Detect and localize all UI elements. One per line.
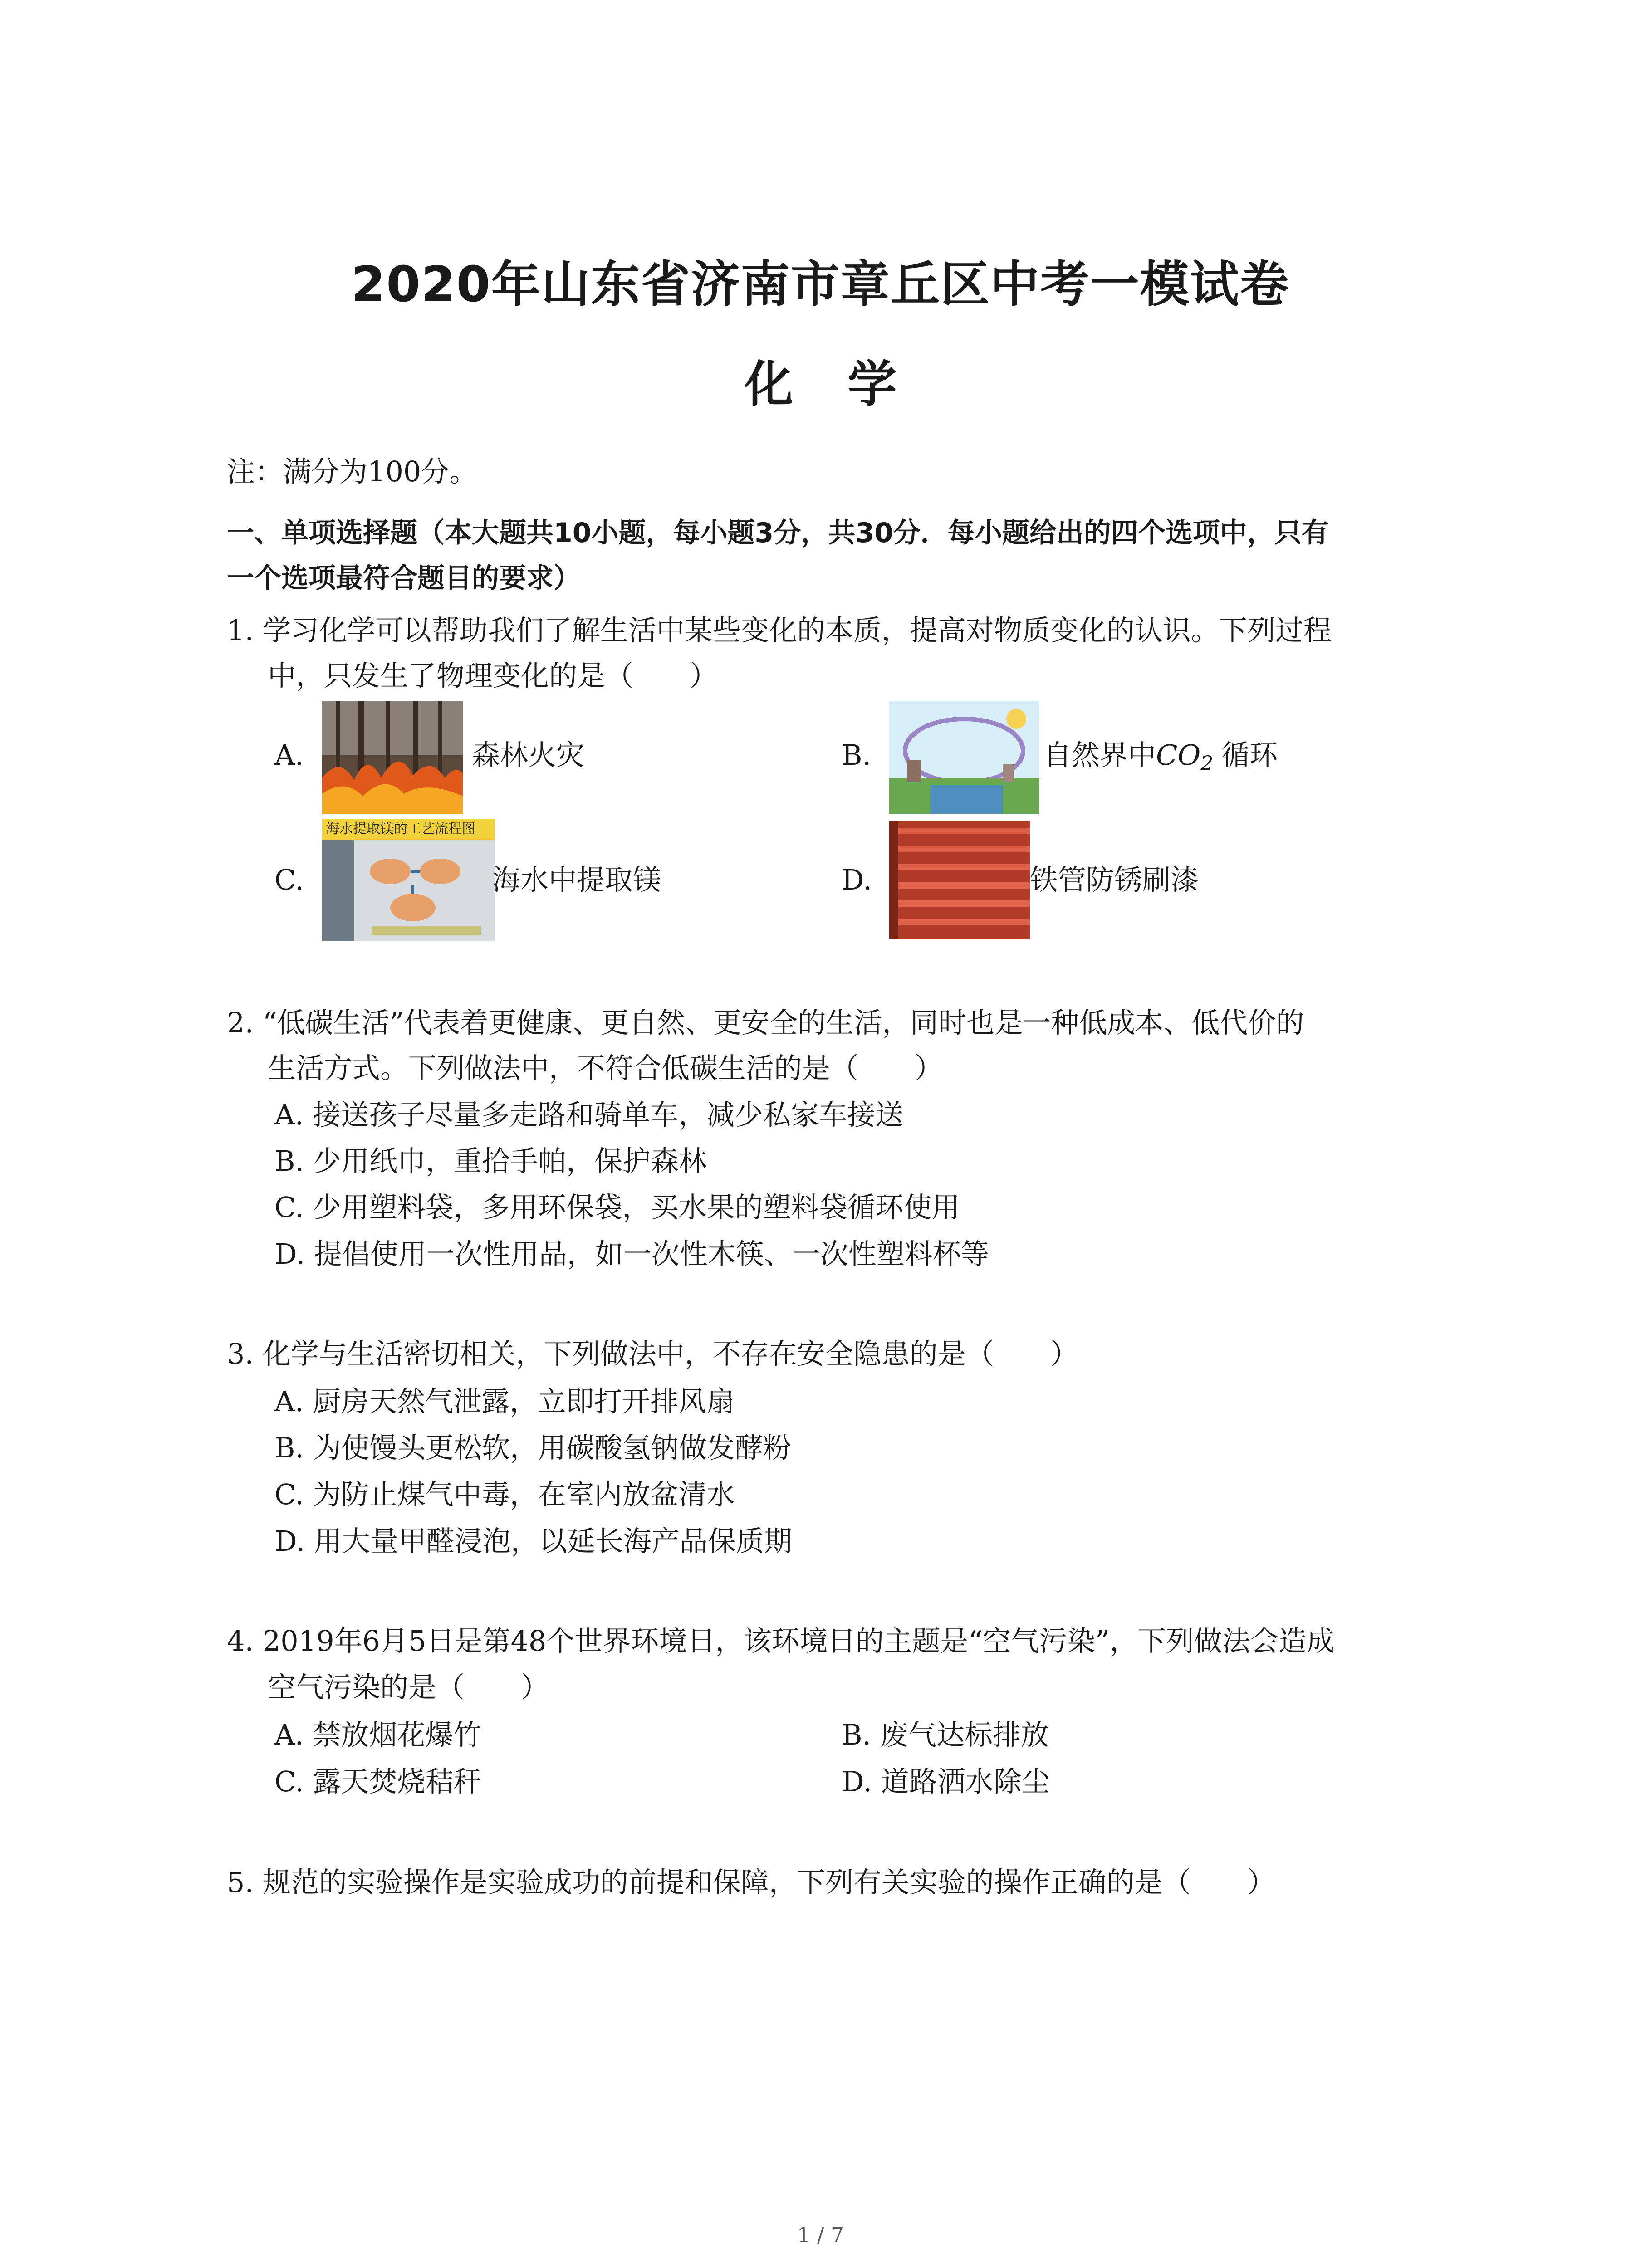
q2-option-a: A. 接送孩子尽量多走路和骑单车，减少私家车接送 bbox=[274, 1098, 904, 1131]
q4-option-b: B. 废气达标排放 bbox=[842, 1718, 1049, 1751]
q1-stem-line2: 中，只发生了物理变化的是（ ） bbox=[268, 659, 718, 692]
q1-option-a-letter: A. bbox=[274, 738, 304, 772]
section1-heading-line1: 一、单项选择题（本大题共10小题，每小题3分，共30分．每小题给出的四个选项中，只有 bbox=[227, 517, 1329, 549]
co2-subscript: 2 bbox=[1200, 752, 1214, 775]
subject-heading bbox=[0, 345, 1641, 415]
q3-option-b: B. 为使馒头更松软，用碳酸氢钠做发酵粉 bbox=[274, 1431, 791, 1464]
q4-option-c: C. 露天焚烧秸秆 bbox=[274, 1765, 482, 1798]
q2-option-c: C. 少用塑料袋，多用环保袋，买水果的塑料袋循环使用 bbox=[274, 1191, 960, 1224]
q1-option-d-letter: D. bbox=[842, 863, 872, 896]
painted-pipes-image bbox=[889, 821, 1030, 939]
q3-stem-line1: 3. 化学与生活密切相关，下列做法中，不存在安全隐患的是（ ） bbox=[227, 1337, 1078, 1370]
q1-option-c-text: 海水中提取镁 bbox=[492, 863, 661, 896]
forest-fire-image bbox=[322, 701, 463, 814]
q2-stem-line2: 生活方式。下列做法中，不符合低碳生活的是（ ） bbox=[268, 1051, 943, 1085]
q4-stem-line1: 4. 2019年6月5日是第48个世界环境日，该环境日的主题是“空气污染”，下列做法会造成 bbox=[227, 1624, 1335, 1657]
q1-option-d-text: 铁管防锈刷漆 bbox=[1030, 863, 1199, 896]
q4-option-d: D. 道路洒水除尘 bbox=[842, 1765, 1050, 1798]
q2-option-b: B. 少用纸巾，重拾手帕，保护森林 bbox=[274, 1144, 707, 1178]
subject-char-2: 学 bbox=[847, 356, 897, 413]
q3-option-a: A. 厨房天然气泄露，立即打开排风扇 bbox=[274, 1385, 735, 1418]
page-number: 1 / 7 bbox=[797, 2223, 844, 2247]
q2-option-d: D. 提倡使用一次性用品，如一次性木筷、一次性塑料杯等 bbox=[274, 1237, 989, 1271]
page-title: 2020年山东省济南市章丘区中考一模试卷 bbox=[351, 256, 1290, 313]
q1-option-c-letter: C. bbox=[274, 863, 304, 896]
q1-option-b-text-post: 循环 bbox=[1221, 738, 1278, 772]
q1-option-b-letter: B. bbox=[842, 738, 872, 772]
q4-stem-line2: 空气污染的是（ ） bbox=[268, 1671, 549, 1704]
magnesium-flow-image bbox=[322, 819, 495, 941]
subject-char-1: 化 bbox=[744, 356, 794, 413]
q1-option-b-text-pre: 自然界中 bbox=[1043, 738, 1156, 772]
section1-heading-line2: 一个选项最符合题目的要求） bbox=[227, 562, 581, 594]
q2-stem-line1: 2. “低碳生活”代表着更健康、更自然、更安全的生活，同时也是一种低成本、低代价的 bbox=[227, 1006, 1304, 1039]
co2-formula: CO bbox=[1156, 738, 1201, 772]
q3-option-c: C. 为防止煤气中毒，在室内放盆清水 bbox=[274, 1478, 735, 1511]
magnesium-flow-caption: 海水提取镁的工艺流程图 bbox=[322, 819, 495, 840]
q5-stem-line1: 5. 规范的实验操作是实验成功的前提和保障，下列有关实验的操作正确的是（ ） bbox=[227, 1866, 1275, 1899]
q3-option-d: D. 用大量甲醛浸泡，以延长海产品保质期 bbox=[274, 1525, 792, 1558]
q4-option-a: A. 禁放烟花爆竹 bbox=[274, 1718, 482, 1751]
co2-cycle-image bbox=[889, 701, 1039, 814]
score-note: 注：满分为100分。 bbox=[227, 455, 478, 488]
q1-option-b-text bbox=[1043, 733, 1278, 787]
q1-stem-line1: 1. 学习化学可以帮助我们了解生活中某些变化的本质，提高对物质变化的认识。下列过程 bbox=[227, 614, 1332, 647]
q1-option-a-text: 森林火灾 bbox=[472, 738, 585, 772]
